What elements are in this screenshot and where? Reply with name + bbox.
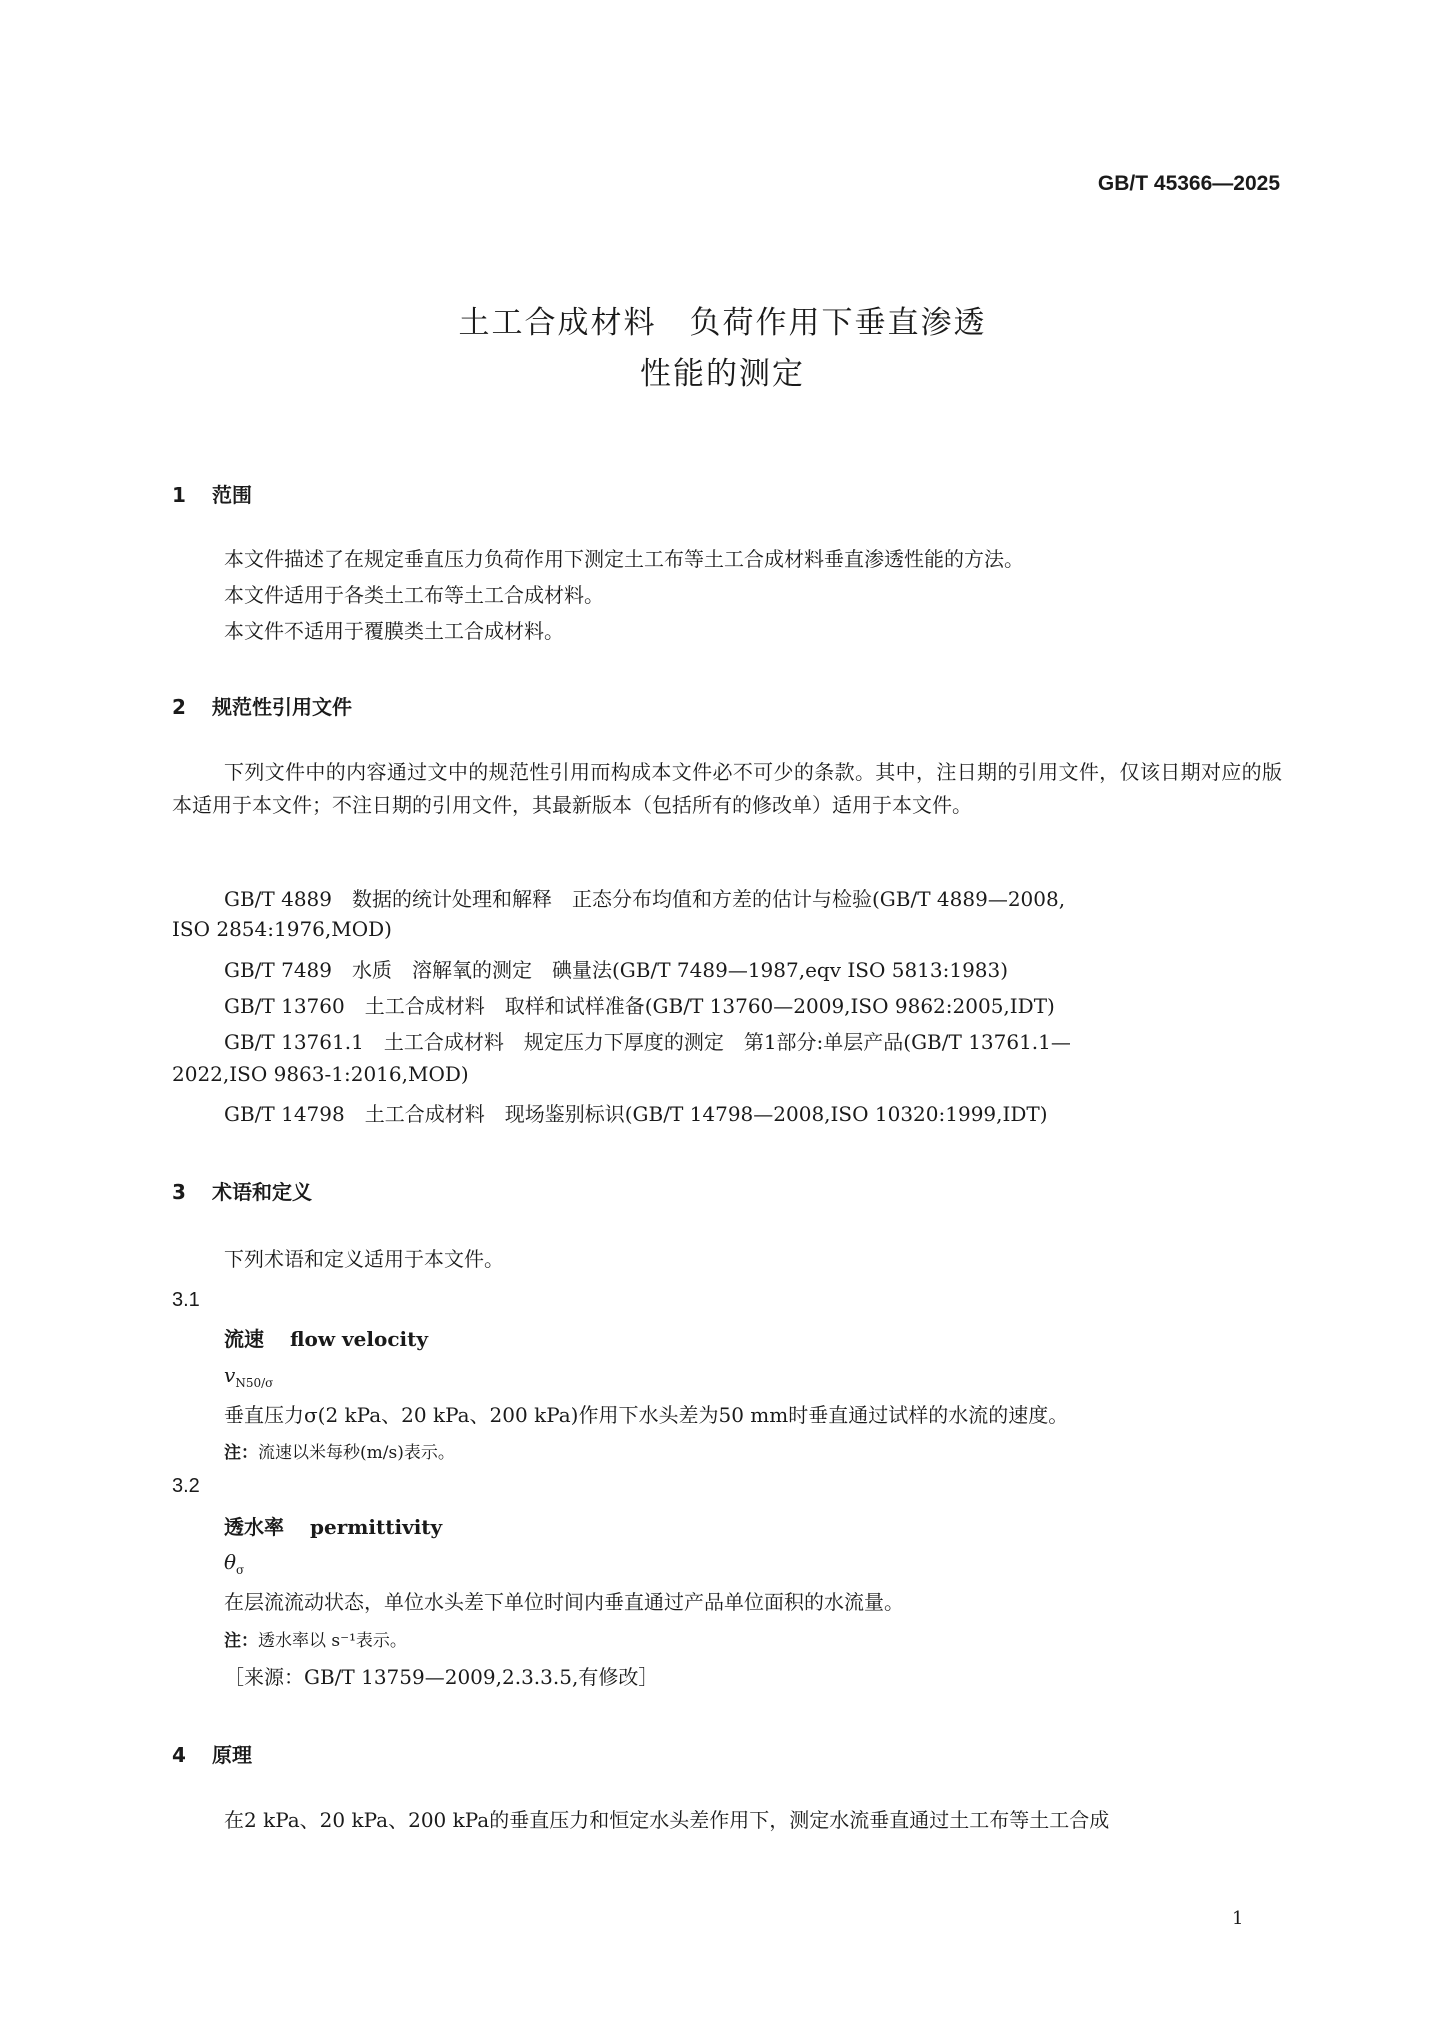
term-definition: 在层流流动状态，单位水头差下单位时间内垂直通过产品单位面积的水流量。 [224,1590,904,1614]
section-number: 4 [172,1743,186,1767]
reference-item-continued: 2022,ISO 9863-1:2016,MOD) [172,1062,469,1086]
section-title: 规范性引用文件 [212,695,352,719]
term-en: flow velocity [290,1327,428,1351]
references-intro: 下列文件中的内容通过文中的规范性引用而构成本文件必不可少的条款。其中，注日期的引用文件，仅该日期对应的版本适用于本文件；不注日期的引用文件，其最新版本（包括所有的修改单）适用于本文件。 [172,760,1282,817]
scope-paragraph: 本文件不适用于覆膜类土工合成材料。 [224,619,564,643]
scope-paragraph: 本文件适用于各类土工布等土工合成材料。 [224,583,604,607]
term-note [224,1626,407,1651]
document-title-line1: 土工合成材料 负荷作用下垂直渗透 [458,305,987,341]
term-zh: 流速 [224,1327,264,1351]
scope-paragraph: 本文件描述了在规定垂直压力负荷作用下测定土工布等土工合成材料垂直渗透性能的方法。 [224,547,1024,571]
term-definition: 垂直压力σ(2 kPa、20 kPa、200 kPa)作用下水头差为50 mm时垂直通过试样的水流的速度。 [224,1403,1069,1427]
section-title: 范围 [212,483,252,507]
note-text: 透水率以 s⁻¹表示。 [258,1631,407,1651]
principle-paragraph: 在2 kPa、20 kPa、200 kPa的垂直压力和恒定水头差作用下，测定水流垂直通过土工布等土工合成 [224,1808,1110,1832]
section-number: 3 [172,1180,186,1204]
reference-item: GB/T 4889 数据的统计处理和解释 正态分布均值和方差的估计与检验(GB/T 4889—2008, [224,887,1066,911]
standard-number: GB/T 45366—2025 [1097,172,1280,195]
terms-intro: 下列术语和定义适用于本文件。 [224,1247,504,1271]
term-en: permittivity [310,1515,443,1539]
section-number: 1 [172,483,186,507]
term-symbol: $v_{N50/\sigma}$ [224,1363,274,1390]
term-heading [224,1511,442,1540]
section-heading-3 [172,1176,312,1205]
term-zh: 透水率 [224,1515,284,1539]
page-number: 1 [1232,1908,1244,1929]
note-text: 流速以米每秒(m/s)表示。 [258,1443,455,1463]
term-number: 3.1 [172,1289,200,1311]
note-label: 注： [224,1631,258,1651]
term-number: 3.2 [172,1475,200,1497]
term-symbol: $\theta_\sigma$ [224,1550,245,1577]
document-title-line2: 性能的测定 [640,356,805,392]
section-heading-4 [172,1739,252,1768]
reference-item: GB/T 7489 水质 溶解氧的测定 碘量法(GB/T 7489—1987,eqv ISO 5813:1983) [224,958,1009,982]
term-source: ［来源：GB/T 13759—2009,2.3.3.5,有修改］ [224,1665,659,1689]
reference-item: GB/T 13760 土工合成材料 取样和试样准备(GB/T 13760—2009,ISO 9862:2005,IDT) [224,994,1055,1018]
term-note [224,1438,455,1463]
section-title: 原理 [212,1743,252,1767]
reference-item-continued: ISO 2854:1976,MOD) [172,917,392,941]
section-heading-1 [172,479,252,508]
reference-item: GB/T 13761.1 土工合成材料 规定压力下厚度的测定 第1部分:单层产品(GB/T 13761.1— [224,1030,1071,1054]
section-heading-2 [172,691,352,720]
section-title: 术语和定义 [212,1180,312,1204]
reference-item: GB/T 14798 土工合成材料 现场鉴别标识(GB/T 14798—2008,ISO 10320:1999,IDT) [224,1102,1048,1126]
section-number: 2 [172,695,186,719]
note-label: 注： [224,1443,258,1463]
term-heading [224,1323,428,1352]
